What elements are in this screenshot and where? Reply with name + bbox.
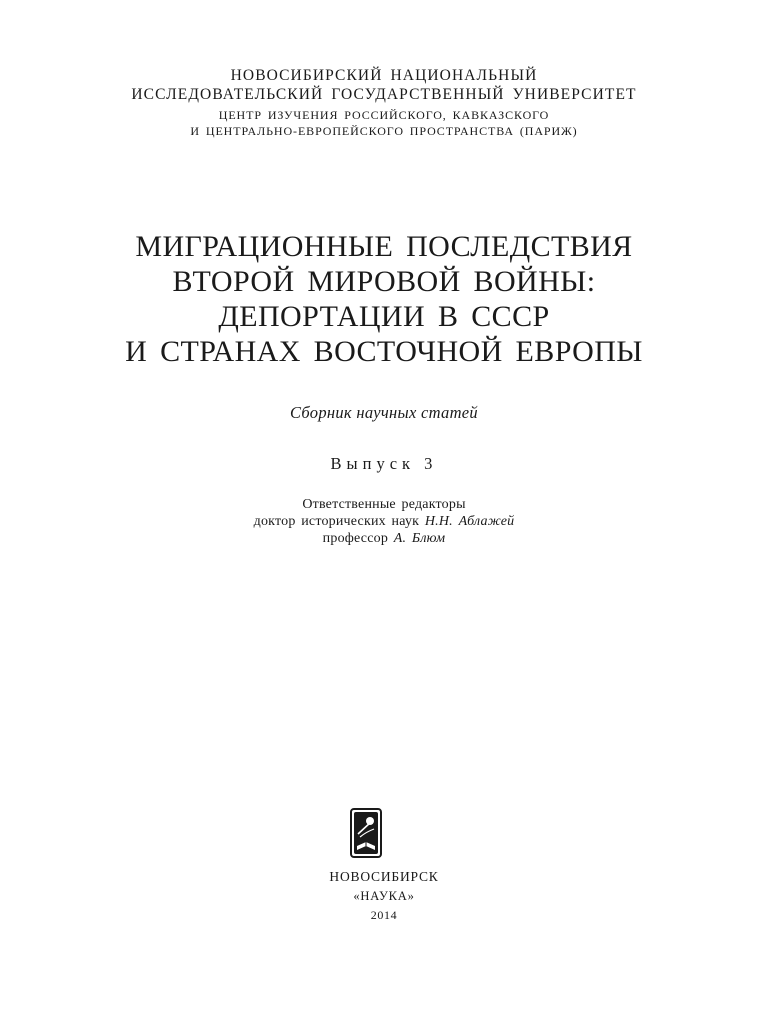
- institution-line-4: И ЦЕНТРАЛЬНО-ЕВРОПЕЙСКОГО ПРОСТРАНСТВА (ПАРИЖ): [190, 124, 578, 138]
- subtitle: Сборник научных статей: [290, 403, 478, 422]
- editors-heading: Ответственные редакторы: [302, 497, 466, 512]
- issue-number: Выпуск 3: [330, 454, 438, 473]
- institution-line-1: НОВОСИБИРСКИЙ НАЦИОНАЛЬНЫЙ: [230, 67, 538, 84]
- title-line-4: И СТРАНАХ ВОСТОЧНОЙ ЕВРОПЫ: [125, 335, 643, 368]
- editor-1: [0, 514, 768, 530]
- title-line-1: МИГРАЦИОННЫЕ ПОСЛЕДСТВИЯ: [135, 230, 633, 263]
- nauka-publisher-logo-icon: [350, 808, 382, 858]
- editor-2-title: профессор: [322, 531, 389, 546]
- editor-1-name: Н.Н. Аблажей: [424, 514, 515, 529]
- imprint-publisher: «НАУКА»: [353, 889, 415, 903]
- title-line-2: ВТОРОЙ МИРОВОЙ ВОЙНЫ:: [172, 265, 596, 298]
- title-line-3: ДЕПОРТАЦИИ В СССР: [218, 300, 550, 333]
- editor-2: [0, 531, 768, 547]
- imprint-city: НОВОСИБИРСК: [329, 869, 439, 884]
- editor-1-title: доктор исторических наук: [253, 514, 420, 529]
- editor-2-name: А. Блюм: [393, 531, 446, 546]
- institution-line-3: ЦЕНТР ИЗУЧЕНИЯ РОССИЙСКОГО, КАВКАЗСКОГО: [218, 108, 550, 122]
- institution-line-2: ИССЛЕДОВАТЕЛЬСКИЙ ГОСУДАРСТВЕННЫЙ УНИВЕРСИТЕТ: [131, 86, 637, 103]
- imprint-year: 2014: [370, 908, 398, 922]
